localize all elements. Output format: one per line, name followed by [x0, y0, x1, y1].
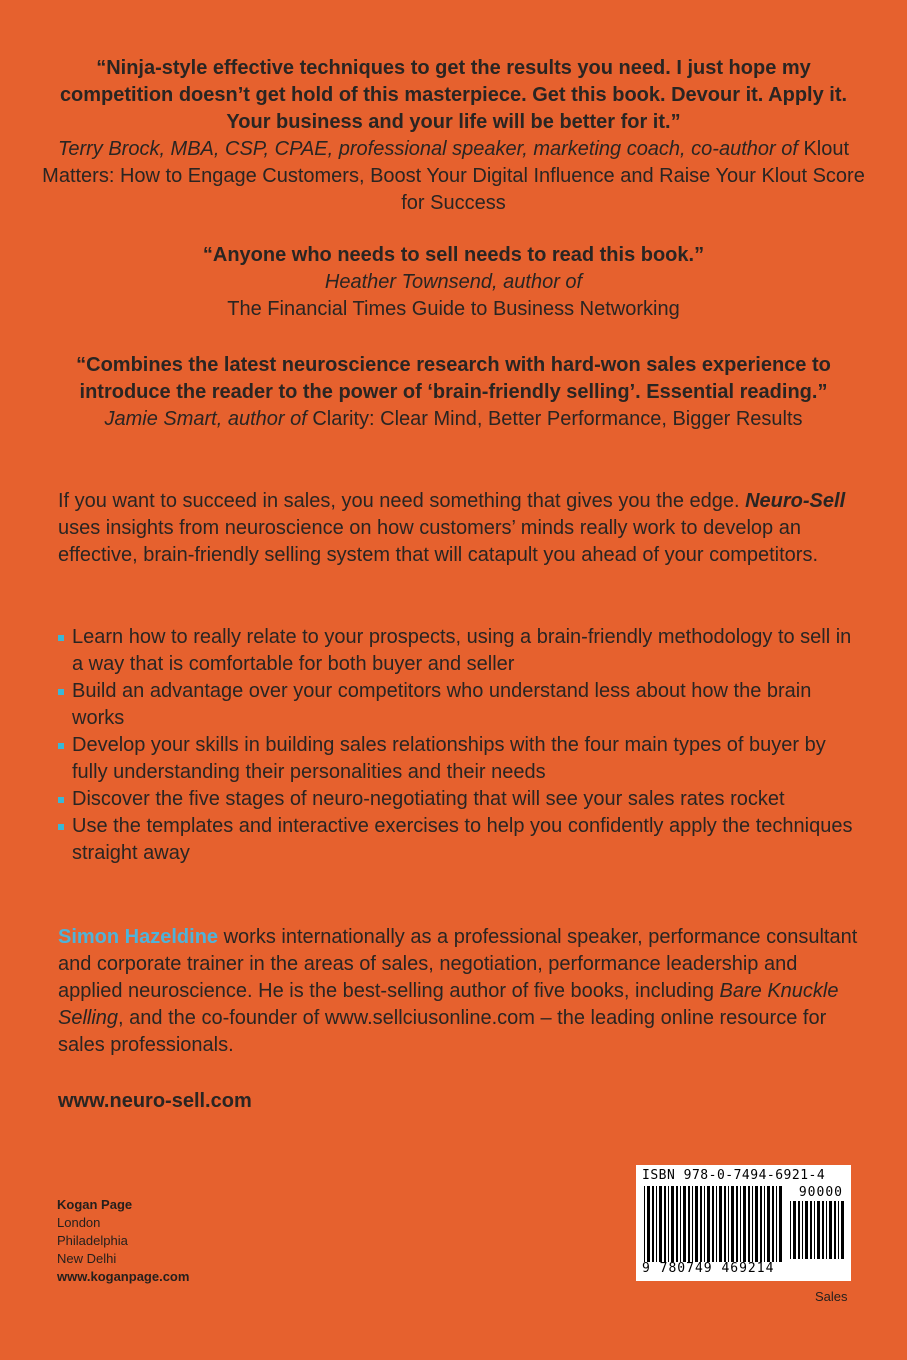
barcode-bar: [743, 1186, 746, 1262]
book-title: Neuro-Sell: [745, 490, 846, 512]
barcode-bar: [644, 1186, 645, 1262]
barcode-bar: [700, 1186, 702, 1262]
barcode-bar: [671, 1186, 674, 1262]
barcode-bar: [668, 1186, 669, 1262]
other-book-title: Bare Knuckle Selling: [58, 980, 839, 1029]
barcode-bar: [676, 1186, 678, 1262]
barcode-bar: [838, 1201, 839, 1259]
quote-attribution-author: Heather Townsend, author of: [324, 271, 583, 293]
barcode-bar: [798, 1201, 800, 1259]
list-item: Use the templates and interactive exercises to help you confidently apply the techniques straight away: [58, 813, 858, 867]
barcode-bar: [805, 1201, 808, 1259]
intro-paragraph: If you want to succeed in sales, you need something that gives you the edge. Neuro-Sell uses insights from neuroscience on how customers’ minds really work to develop an effective, brain-friendly selling system that will catapult you ahead of your competitors.: [58, 490, 846, 566]
barcode-bar: [647, 1186, 650, 1262]
barcode-bar: [688, 1186, 690, 1262]
barcode-bar: [760, 1186, 762, 1262]
barcode-bar: [652, 1186, 654, 1262]
barcode-bar: [814, 1201, 815, 1259]
price-addon-number: 90000: [798, 1185, 843, 1200]
barcode-bar: [841, 1201, 844, 1259]
publisher-city: New Delhi: [57, 1251, 117, 1266]
barcode-bar: [772, 1186, 774, 1262]
list-item: Discover the five stages of neuro-negotiating that will see your sales rates rocket: [58, 786, 858, 813]
publisher-info: [57, 1196, 189, 1286]
barcode-bar: [822, 1201, 824, 1259]
publisher-city: London: [57, 1215, 101, 1230]
barcode-bar: [790, 1201, 791, 1259]
barcode-bar: [724, 1186, 726, 1262]
benefit-list: [58, 624, 858, 867]
barcode-bar: [683, 1186, 686, 1262]
barcode-bar: [695, 1186, 698, 1262]
barcode-bar: [659, 1186, 662, 1262]
barcode-bar: [810, 1201, 812, 1259]
quote-attribution: Jamie Smart, author of Clarity: Clear Mind, Better Performance, Bigger Results: [104, 408, 803, 430]
bullet-icon: [58, 635, 64, 641]
quote-text: “Ninja-style effective techniques to get the results you need. I just hope my competition doesn’t get hold of this masterpiece. Get this book. Devour it. Apply it. Your business and your life will be better for it.”: [59, 57, 848, 133]
author-name: Simon Hazeldine: [58, 926, 219, 948]
book-website[interactable]: www.neuro-sell.com: [58, 1090, 252, 1112]
barcode-bar: [752, 1186, 753, 1262]
barcode-bar: [826, 1201, 827, 1259]
barcode-bar: [736, 1186, 738, 1262]
barcode-bar: [664, 1186, 666, 1262]
endorsement-quote: [40, 242, 867, 323]
shelf-category: Sales: [815, 1289, 848, 1304]
quote-attribution: Terry Brock, MBA, CSP, CPAE, professional speaker, marketing coach, co-author of Klout Matters: How to Engage Customers, Boost Your Digital Influence and Raise Your Klout Score for Success: [42, 138, 865, 214]
barcode-bar: [716, 1186, 717, 1262]
bullet-icon: [58, 824, 64, 830]
isbn-number: ISBN 978-0-7494-6921-4: [642, 1168, 826, 1183]
barcode-bar: [656, 1186, 657, 1262]
barcode-bar: [692, 1186, 693, 1262]
quote-attribution-book: The Financial Times Guide to Business Networking: [227, 298, 680, 320]
barcode-bar: [719, 1186, 722, 1262]
quote-text: “Combines the latest neuroscience research with hard-won sales experience to introduce the reader to the power of ‘brain-friendly selling’. Essential reading.”: [76, 354, 831, 403]
endorsement-quote: [40, 352, 867, 433]
barcode-bar: [779, 1186, 782, 1262]
barcode-bar: [793, 1201, 796, 1259]
isbn-barcode: [636, 1165, 851, 1281]
barcode-bar: [755, 1186, 758, 1262]
barcode-bar: [748, 1186, 750, 1262]
list-item: Develop your skills in building sales relationships with the four main types of buyer by fully understanding their personalities and their needs: [58, 732, 858, 786]
addon-barcode-bars: [788, 1201, 844, 1259]
barcode-bar: [731, 1186, 734, 1262]
barcode-bar: [680, 1186, 681, 1262]
list-item: Build an advantage over your competitors who understand less about how the brain works: [58, 678, 858, 732]
barcode-bar: [704, 1186, 705, 1262]
publisher-website[interactable]: www.koganpage.com: [57, 1269, 190, 1284]
barcode-bar: [817, 1201, 820, 1259]
barcode-bar: [764, 1186, 765, 1262]
barcode-bar: [712, 1186, 714, 1262]
barcode-bar: [728, 1186, 729, 1262]
barcode-bars: [642, 1186, 784, 1262]
barcode-bar: [776, 1186, 777, 1262]
barcode-bar: [740, 1186, 741, 1262]
barcode-bar: [834, 1201, 836, 1259]
barcode-bar: [707, 1186, 710, 1262]
barcode-bar: [802, 1201, 803, 1259]
endorsement-quote: [40, 55, 867, 217]
bullet-icon: [58, 743, 64, 749]
publisher-city: Philadelphia: [57, 1233, 128, 1248]
publisher-name: Kogan Page: [57, 1197, 133, 1212]
bullet-icon: [58, 797, 64, 803]
quote-text: “Anyone who needs to sell needs to read this book.”: [202, 244, 705, 266]
ean-digits: 9 780749 469214: [642, 1261, 775, 1276]
bullet-icon: [58, 689, 64, 695]
author-bio: Simon Hazeldine works internationally as a professional speaker, performance consultant and corporate trainer in the areas of sales, negotiation, performance leadership and applied neuroscience. He is the best-selling author of five books, including Bare Knuckle Selling, and the co-founder of www.sellciusonline.com – the leading online resource for sales professionals.: [58, 926, 858, 1056]
barcode-bar: [767, 1186, 770, 1262]
list-item: Learn how to really relate to your prospects, using a brain-friendly methodology to sell in a way that is comfortable for both buyer and seller: [58, 624, 858, 678]
barcode-bar: [829, 1201, 832, 1259]
